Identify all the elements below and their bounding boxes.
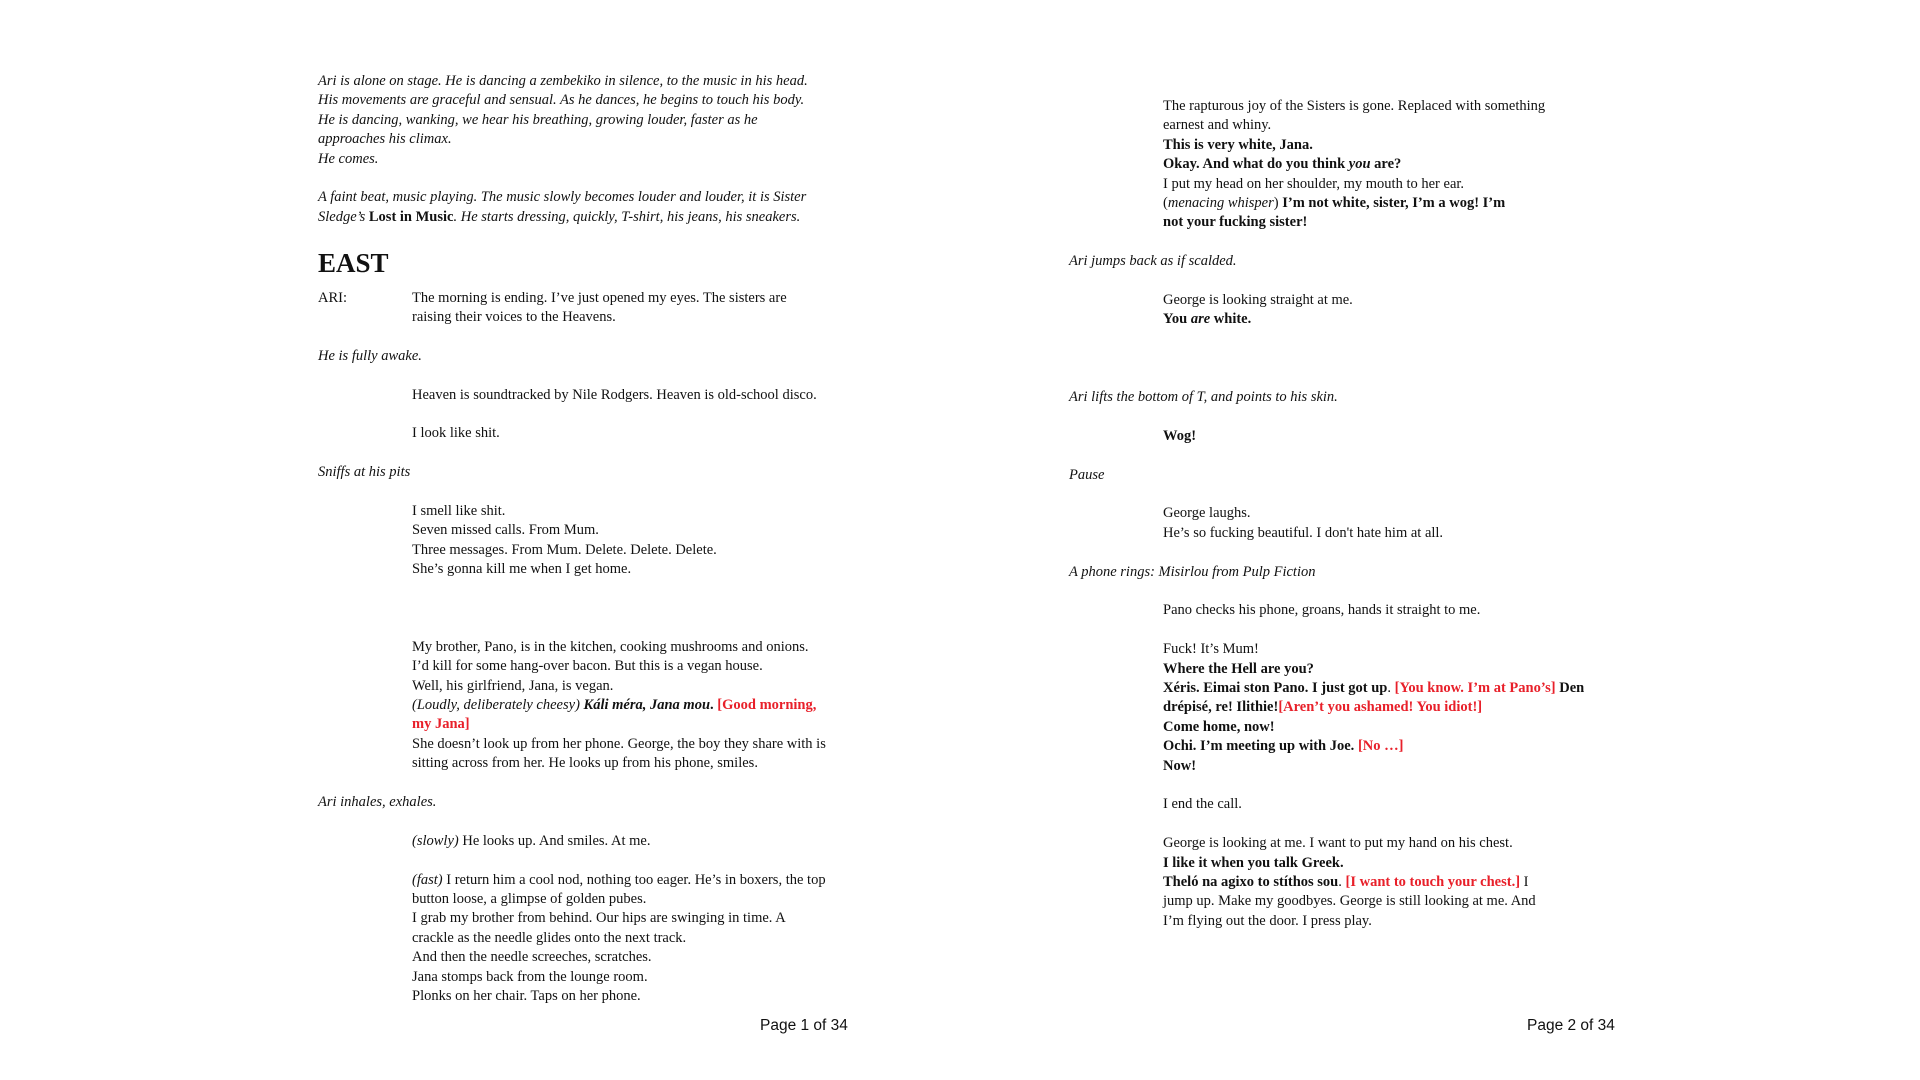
text-line	[1163, 175, 1669, 194]
text-line	[412, 871, 863, 890]
text-run: .	[710, 697, 718, 714]
text-run: Ari jumps back as if scalded.	[1069, 253, 1237, 270]
text-run: I grab my brother from behind. Our hips are swinging in time. A	[412, 910, 786, 927]
text-run: He’s so fucking beautiful. I don't hate him at all.	[1163, 524, 1444, 541]
text-line	[1163, 504, 1669, 523]
stage-direction	[318, 463, 863, 482]
text-run: He is dancing, wanking, we hear his breathing, growing louder, faster as he	[318, 111, 758, 128]
text-line	[1069, 563, 1669, 582]
text-run: Heaven is soundtracked by Nile Rodgers. Heaven is old-school disco.	[412, 386, 817, 403]
dialogue-block	[1069, 504, 1669, 543]
text-run: [You know. I’m at Pano’s]	[1394, 680, 1556, 697]
dialogue-block	[1069, 601, 1669, 620]
text-run: Fuck! It’s Mum!	[1163, 641, 1259, 658]
text-run: I look like shit.	[412, 425, 500, 442]
text-run: not your fucking sister!	[1163, 214, 1308, 231]
text-run: And then the needle screeches, scratches.	[412, 949, 652, 966]
text-line	[1163, 854, 1669, 873]
text-run: The rapturous joy of the Sisters is gone. Replaced with something	[1163, 98, 1546, 114]
text-line	[1163, 116, 1669, 135]
text-run: I like it when you talk Greek.	[1163, 854, 1344, 871]
text-run: I smell like shit.	[412, 503, 506, 520]
text-run: are?	[1370, 156, 1402, 173]
text-run: Ari is alone on stage. He is dancing a zembekiko in silence, to the music in his head.	[318, 73, 808, 89]
text-line	[1163, 601, 1669, 620]
text-run: raising their voices to the Heavens.	[412, 309, 616, 326]
text-run: My brother, Pano, is in the kitchen, cooking mushrooms and onions.	[412, 638, 809, 655]
text-run: Now!	[1163, 757, 1197, 774]
text-line	[412, 715, 863, 734]
text-run: Theló na agixo to stíthos sou	[1163, 874, 1339, 891]
dialogue-block	[1069, 291, 1669, 330]
text-run: Seven missed calls. From Mum.	[412, 522, 599, 539]
page-number-footer: Page 2 of 34	[1527, 1017, 1615, 1034]
text-run: Ari lifts the bottom of T, and points to his skin.	[1069, 389, 1338, 406]
text-run: you	[1348, 156, 1371, 173]
text-line	[412, 735, 863, 754]
speaker-dialogue	[412, 289, 863, 328]
text-run: Sniffs at his pits	[318, 464, 411, 481]
text-run: drépisé, re! Ilithie!	[1163, 699, 1279, 716]
text-run: white.	[1210, 311, 1252, 328]
text-line	[1163, 524, 1669, 543]
text-line	[1163, 660, 1669, 679]
text-run: button loose, a glimpse of golden pubes.	[412, 891, 647, 908]
text-line	[1069, 466, 1669, 485]
text-run: I end the call.	[1163, 796, 1242, 813]
text-run: jump up. Make my goodbyes. George is still looking at me. And	[1163, 893, 1536, 910]
stage-direction	[1069, 388, 1669, 407]
stage-direction	[318, 347, 863, 366]
text-run: I’m flying out the door. I press play.	[1163, 912, 1372, 929]
text-line	[412, 502, 863, 521]
text-line	[1163, 194, 1669, 213]
text-run: A phone rings: Misirlou from Pulp Fiction	[1069, 563, 1316, 580]
text-line	[412, 308, 863, 327]
text-run: He looks up. And smiles. At me.	[458, 832, 651, 849]
dialogue-block	[1069, 427, 1669, 446]
text-line	[412, 560, 863, 579]
text-line	[1163, 737, 1669, 756]
stage-direction	[318, 72, 863, 169]
text-run: (	[1163, 195, 1168, 212]
text-run: [No …]	[1357, 738, 1404, 755]
text-run: Come home, now!	[1163, 718, 1275, 735]
text-run: Lost in Music	[368, 208, 454, 225]
text-run: (slowly)	[412, 832, 459, 849]
text-run: crackle as the needle glides onto the next track.	[412, 929, 687, 946]
text-line	[412, 677, 863, 696]
dialogue-block	[1069, 834, 1669, 931]
text-run: Pause	[1069, 466, 1105, 483]
text-line	[412, 521, 863, 540]
text-line	[1163, 873, 1669, 892]
text-line	[412, 909, 863, 928]
text-run: His movements are graceful and sensual. As he dances, he begins to touch his body.	[318, 92, 805, 109]
page-number-footer: Page 1 of 34	[760, 1017, 848, 1034]
text-line	[1163, 679, 1669, 698]
text-line	[412, 424, 863, 443]
dialogue-block	[1069, 640, 1669, 776]
text-run: [Aren’t you ashamed! You idiot!]	[1278, 699, 1483, 716]
text-run: He comes.	[318, 150, 379, 167]
speaker-block	[318, 289, 863, 328]
text-line	[412, 929, 863, 948]
text-line	[1163, 718, 1669, 737]
text-line	[1069, 252, 1669, 271]
stage-direction	[318, 188, 863, 227]
text-run: George is looking straight at me.	[1163, 292, 1353, 309]
text-run: Plonks on her chair. Taps on her phone.	[412, 988, 641, 1005]
text-line	[1163, 834, 1669, 853]
text-line	[318, 347, 863, 366]
speaker-name: ARI:	[318, 289, 347, 306]
dialogue-block	[318, 832, 863, 851]
text-run: Jana stomps back from the lounge room.	[412, 968, 648, 985]
dialogue-block	[1069, 97, 1669, 233]
text-run: Ochi. I’m meeting up with Joe.	[1163, 738, 1358, 755]
text-line	[1163, 912, 1669, 931]
text-run: Okay. And what do you think	[1163, 156, 1349, 173]
text-line	[318, 150, 863, 169]
text-line	[412, 657, 863, 676]
text-run: (Loudly, deliberately cheesy)	[412, 697, 584, 714]
text-line	[1163, 698, 1669, 717]
text-line	[1163, 640, 1669, 659]
text-line	[412, 968, 863, 987]
text-run: [I want to touch your chest.]	[1345, 874, 1521, 891]
text-run: menacing whisper	[1167, 195, 1274, 212]
text-line	[412, 638, 863, 657]
text-run: She doesn’t look up from her phone. George, the boy they share with is	[412, 735, 826, 752]
text-run: George is looking at me. I want to put my hand on his chest.	[1163, 835, 1513, 852]
stage-direction	[318, 793, 863, 812]
text-line	[318, 463, 863, 482]
text-run: sitting across from her. He looks up from his phone, smiles.	[412, 755, 758, 772]
text-line	[412, 386, 863, 405]
dialogue-block	[1069, 795, 1669, 814]
text-run: earnest and whiny.	[1163, 117, 1272, 134]
text-line	[1163, 155, 1669, 174]
stage-direction	[1069, 466, 1669, 485]
text-run: Three messages. From Mum. Delete. Delete. Delete.	[412, 541, 717, 558]
text-line	[318, 72, 863, 91]
text-line	[1163, 310, 1669, 329]
text-run: Ari inhales, exhales.	[318, 794, 437, 811]
text-run: Well, his girlfriend, Jana, is vegan.	[412, 677, 614, 694]
text-line	[318, 793, 863, 812]
dialogue-block	[318, 871, 863, 1007]
text-run: Káli méra, Jana mou	[583, 697, 711, 714]
text-run: )	[1273, 195, 1283, 212]
text-run: Where the Hell are you?	[1163, 660, 1314, 677]
page-2-content	[1069, 97, 1669, 951]
dialogue-block	[318, 386, 863, 405]
dialogue-block	[318, 502, 863, 580]
text-run: George laughs.	[1163, 505, 1251, 522]
text-run: You	[1163, 311, 1191, 328]
text-run: .	[1338, 874, 1346, 891]
text-run: Xéris. Eimai ston Pano. I just got up	[1163, 680, 1388, 697]
text-line	[412, 541, 863, 560]
text-run: [Good morning,	[717, 697, 817, 714]
text-line	[318, 111, 863, 130]
text-line	[1163, 291, 1669, 310]
text-line	[1163, 97, 1669, 116]
text-line	[1163, 136, 1669, 155]
text-line	[412, 754, 863, 773]
text-run: Wog!	[1163, 427, 1197, 444]
text-run: Pano checks his phone, groans, hands it straight to me.	[1163, 602, 1481, 619]
text-line	[412, 948, 863, 967]
text-line	[318, 188, 863, 207]
text-run: The morning is ending. I’ve just opened my eyes. The sisters are	[412, 289, 787, 306]
text-line	[412, 289, 863, 308]
text-line	[1163, 757, 1669, 776]
stage-direction	[1069, 563, 1669, 582]
text-line	[318, 208, 863, 227]
page-1-content	[318, 72, 863, 1026]
text-line	[1163, 892, 1669, 911]
text-run: I	[1520, 874, 1529, 891]
text-run: I’d kill for some hang-over bacon. But this is a vegan house.	[412, 658, 763, 675]
text-line	[412, 832, 863, 851]
text-run: approaches his climax.	[318, 131, 452, 148]
text-run: are	[1190, 311, 1211, 328]
dialogue-block	[318, 424, 863, 443]
text-run: I’m not white, sister, I’m a wog! I’m	[1282, 195, 1506, 212]
stage-direction	[1069, 252, 1669, 271]
script-page-2	[960, 0, 1920, 1080]
text-line	[318, 130, 863, 149]
text-run: . He starts dressing, quickly, T-shirt, his jeans, his sneakers.	[453, 208, 801, 225]
text-run: A faint beat, music playing. The music slowly becomes louder and louder, it is Sister	[318, 189, 807, 206]
text-line	[412, 696, 863, 715]
text-line	[1069, 388, 1669, 407]
scene-heading: EAST	[318, 247, 389, 278]
text-run: Den	[1555, 680, 1585, 697]
text-run: I put my head on her shoulder, my mouth to her ear.	[1163, 175, 1465, 192]
text-run: I return him a cool nod, nothing too eager. He’s in boxers, the top	[442, 871, 826, 888]
text-line	[1163, 213, 1669, 232]
text-line	[412, 987, 863, 1006]
text-run: my Jana]	[412, 716, 470, 733]
text-line	[318, 91, 863, 110]
text-run: He is fully awake.	[318, 347, 422, 364]
text-run: She’s gonna kill me when I get home.	[412, 561, 632, 578]
text-run: This is very white, Jana.	[1163, 136, 1313, 153]
dialogue-block	[318, 638, 863, 774]
text-line	[412, 890, 863, 909]
text-line	[1163, 427, 1669, 446]
text-run: (fast)	[412, 871, 443, 888]
text-line	[1163, 795, 1669, 814]
text-run: Sledge’s	[318, 208, 369, 225]
text-run: .	[1387, 680, 1395, 697]
